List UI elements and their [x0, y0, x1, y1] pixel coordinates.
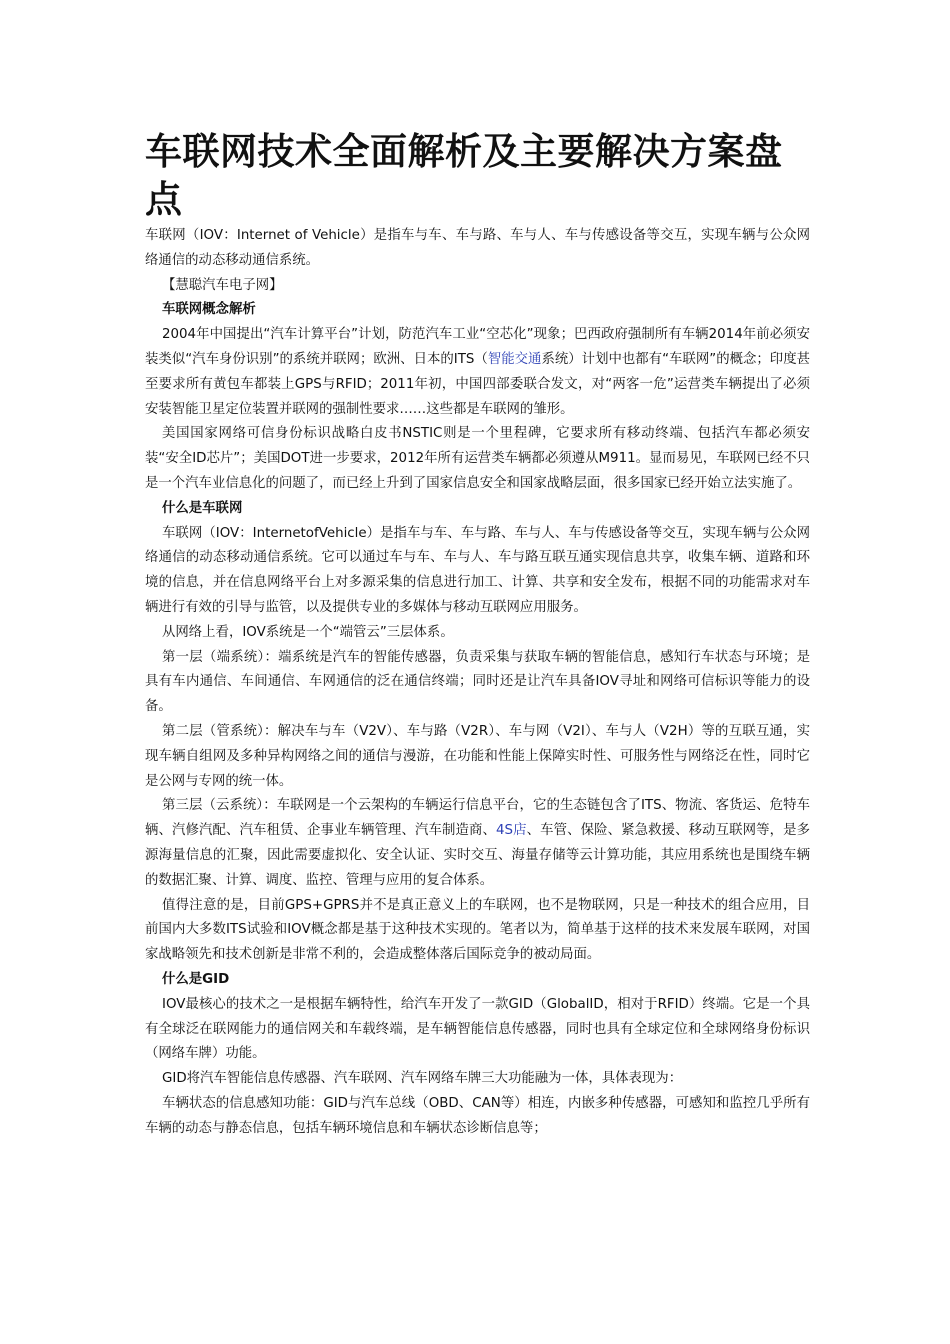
- heading-what-is-gid: 什么是GID: [162, 971, 230, 987]
- paragraph-gid-core: IOV最核心的技术之一是根据车辆特性，给汽车开发了一款GID（GlobalID，相对于RFID）终端。它是一个具有全球泛在联网能力的通信网关和车载终端，是车辆智能信息传感器，同时也具有全球定位和全球网络身份标识（网络车牌）功能。: [145, 996, 810, 1062]
- paragraph-history: [145, 323, 810, 422]
- link-smart-traffic[interactable]: 智能交通: [487, 351, 542, 367]
- paragraph-history-text-2: 系统）计划中也都有“车联网”的概念；印度甚至要求所有黄包车都装上GPS与RFID；2011年初，中国四部委联合发文，对“两客一危”运营类车辆提出了必须安装智能卫星定位装置并联网的强制性要求……这些都是车联网的雏形。: [145, 351, 811, 417]
- paragraph-three-layers: 从网络上看，IOV系统是一个“端管云”三层体系。: [162, 624, 454, 640]
- paragraph-layer-1: 第一层（端系统）：端系统是汽车的智能传感器，负责采集与获取车辆的智能信息，感知行车状态与环境；是具有车内通信、车间通信、车网通信的泛在通信终端；同时还是让汽车具备IOV寻址和网络可信标识等能力的设备。: [145, 649, 810, 715]
- paragraph-history-text-1: 2004年中国提出“汽车计算平台”计划，防范汽车工业“空芯化”现象；巴西政府强制所有车辆2014年前必须安装类似“汽车身份识别”的系统并联网；欧洲、日本的ITS（: [145, 327, 810, 367]
- paragraph-layer-3: [145, 794, 810, 893]
- paragraph-layer-2: 第二层（管系统）：解决车与车（V2V）、车与路（V2R）、车与网（V2I）、车与人（V2H）等的互联互通，实现车辆自组网及多种异构网络之间的通信与漫游，在功能和性能上保障实时性、可服务性与网络泛在性，同时它是公网与专网的统一体。: [145, 723, 810, 789]
- paragraph-gid-functions: GID将汽车智能信息传感器、汽车联网、汽车网络车牌三大功能融为一体，具体表现为：: [162, 1071, 683, 1087]
- source-label: 【慧聪汽车电子网】: [162, 277, 283, 293]
- paragraph-iov-definition: 车联网（IOV：InternetofVehicle）是指车与车、车与路、车与人、车与传感设备等交互，实现车辆与公众网络通信的动态移动通信系统。它可以通过车与车、车与人、车与路互联互通实现信息共享，收集车辆、道路和环境的信息，并在信息网络平台上对多源采集的信息进行加工、计算、共享和安全发布，根据不同的功能需求对车辆进行有效的引导与监管，以及提供专业的多媒体与移动互联网应用服务。: [145, 525, 810, 615]
- article-title: 车联网技术全面解析及主要解决方案盘点: [145, 130, 783, 221]
- intro-paragraph: 车联网（IOV：Internet of Vehicle）是指车与车、车与路、车与人、车与传感设备等交互，实现车辆与公众网络通信的动态移动通信系统。: [145, 228, 810, 268]
- paragraph-layer-3-text-2: 、车管、保险、紧急救援、移动互联网等，是多源海量信息的汇聚，因此需要虚拟化、安全认证、实时交互、海量存储等云计算功能，其应用系统也是围绕车辆的数据汇聚、计算、调度、监控、管理与应用的复合体系。: [145, 823, 811, 888]
- paragraph-vehicle-sensing: 车辆状态的信息感知功能：GID与汽车总线（OBD、CAN等）相连，内嵌多种传感器，可感知和监控几乎所有车辆的动态与静态信息，包括车辆环境信息和车辆状态诊断信息等；: [145, 1095, 810, 1136]
- link-4s-store[interactable]: 4S店: [495, 823, 527, 839]
- paragraph-layer-3-text-1: 第三层（云系统）：车联网是一个云架构的车辆运行信息平台，它的生态链包含了ITS、物流、客货运、危特车辆、汽修汽配、汽车租赁、企事业车辆管理、汽车制造商、: [145, 798, 810, 839]
- heading-concept: 车联网概念解析: [162, 302, 256, 318]
- document-page: [145, 128, 810, 1141]
- heading-what-is-iov: 什么是车联网: [162, 500, 243, 516]
- paragraph-gps-gprs: 值得注意的是，目前GPS+GPRS并不是真正意义上的车联网，也不是物联网，只是一种技术的组合应用，目前国内大多数ITS试验和IOV概念都是基于这种技术实现的。笔者以为，简单基于这样的技术来发展车联网，对国家战略领先和技术创新是非常不利的，会造成整体落后国际竞争的被动局面。: [145, 897, 810, 963]
- paragraph-nstic: 美国国家网络可信身份标识战略白皮书NSTIC则是一个里程碑，它要求所有移动终端、包括汽车都必须安装“安全ID芯片”；美国DOT进一步要求，2012年所有运营类车辆都必须遵从M911。显而易见，车联网已经不只是一个汽车业信息化的问题了，而已经上升到了国家信息安全和国家战略层面，很多国家已经开始立法实施了。: [145, 426, 810, 491]
